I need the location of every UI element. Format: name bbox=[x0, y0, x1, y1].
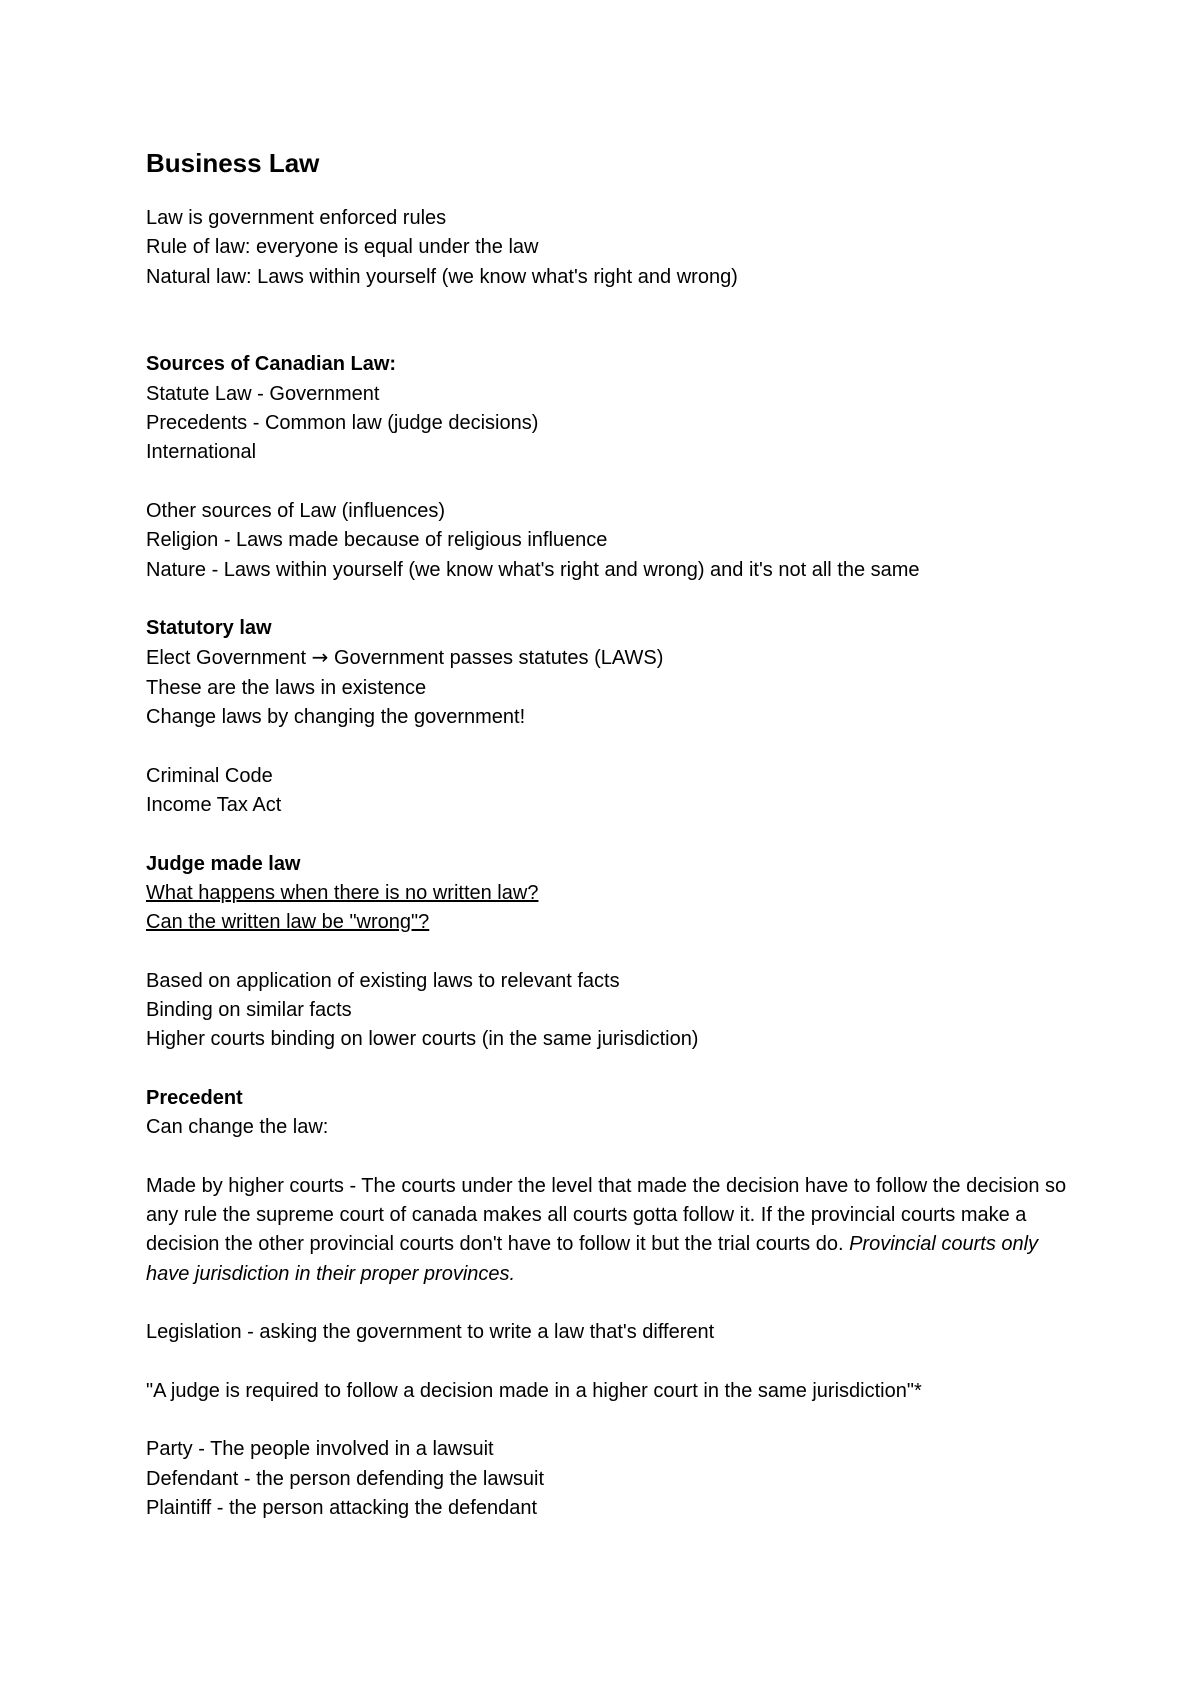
statutory-line-1: These are the laws in existence bbox=[146, 676, 427, 699]
spacer bbox=[146, 937, 1076, 966]
spacer bbox=[146, 1143, 1076, 1172]
precedent-paragraph-italic: Provincial courts only have jurisdiction in their proper provinces. bbox=[146, 1233, 1039, 1285]
other-sources-line-2: Religion - Laws made because of religious influence bbox=[146, 529, 608, 552]
judge-made-line-1: Based on application of existing laws to relevant facts bbox=[146, 969, 620, 992]
spacer bbox=[146, 820, 1076, 849]
intro-line-3: Natural law: Laws within yourself (we know what's right and wrong) bbox=[146, 265, 738, 288]
judge-made-line-3: Higher courts binding on lower courts (in the same jurisdiction) bbox=[146, 1028, 699, 1051]
spacer bbox=[146, 732, 1076, 761]
precedent-paragraph bbox=[146, 1172, 1076, 1289]
spacer bbox=[146, 1406, 1076, 1435]
defendant-line: Defendant - the person defending the lawsuit bbox=[146, 1467, 545, 1490]
arrow-right-icon: → bbox=[311, 645, 329, 670]
statutory-heading: Statutory law bbox=[146, 617, 272, 640]
precedent-line: Can change the law: bbox=[146, 1116, 329, 1139]
sources-heading: Sources of Canadian Law: bbox=[146, 353, 397, 376]
intro-line-2: Rule of law: everyone is equal under the law bbox=[146, 236, 539, 259]
intro-line-1: Law is government enforced rules bbox=[146, 207, 447, 229]
other-sources-line-1: Other sources of Law (influences) bbox=[146, 499, 446, 522]
statutory-elect: Elect Government bbox=[146, 647, 307, 670]
spacer bbox=[146, 1289, 1076, 1318]
judge-made-question-2: Can the written law be "wrong"? bbox=[146, 911, 430, 934]
spacer bbox=[146, 468, 1076, 497]
other-sources-line-3: Nature - Laws within yourself (we know what's right and wrong) and it's not all the same bbox=[146, 558, 920, 581]
document-page bbox=[146, 146, 1076, 1523]
spacer bbox=[146, 1055, 1076, 1084]
precedent-paragraph-text: Made by higher courts - The courts under the level that made the decision have to follow the decision so any rule the supreme court of canada makes all courts gotta follow it. If the provincial courts make a decision the other provincial courts don't have to follow it but the trial courts do. bbox=[146, 1174, 1067, 1256]
plaintiff-line: Plaintiff - the person attacking the defendant bbox=[146, 1497, 538, 1520]
statutory-example-1: Criminal Code bbox=[146, 764, 273, 787]
judge-made-heading: Judge made law bbox=[146, 852, 301, 875]
quote-line: "A judge is required to follow a decision made in a higher court in the same jurisdiction"* bbox=[146, 1379, 922, 1402]
judge-made-question-1: What happens when there is no written law? bbox=[146, 881, 539, 904]
sources-line-2: Precedents - Common law (judge decisions) bbox=[146, 412, 539, 435]
statutory-example-2: Income Tax Act bbox=[146, 793, 282, 816]
judge-made-line-2: Binding on similar facts bbox=[146, 999, 352, 1022]
precedent-heading: Precedent bbox=[146, 1086, 243, 1109]
spacer bbox=[146, 1348, 1076, 1377]
statutory-elect-line bbox=[146, 643, 1076, 673]
statutory-line-2: Change laws by changing the government! bbox=[146, 706, 526, 729]
spacer bbox=[146, 292, 1076, 351]
party-line: Party - The people involved in a lawsuit bbox=[146, 1438, 494, 1461]
sources-line-3: International bbox=[146, 441, 257, 464]
sources-line-1: Statute Law - Government bbox=[146, 382, 380, 405]
statutory-passes: Government passes statutes (LAWS) bbox=[333, 647, 664, 670]
legislation-line: Legislation - asking the government to write a law that's different bbox=[146, 1321, 715, 1344]
spacer bbox=[146, 585, 1076, 614]
document-title: Business Law bbox=[146, 148, 320, 178]
